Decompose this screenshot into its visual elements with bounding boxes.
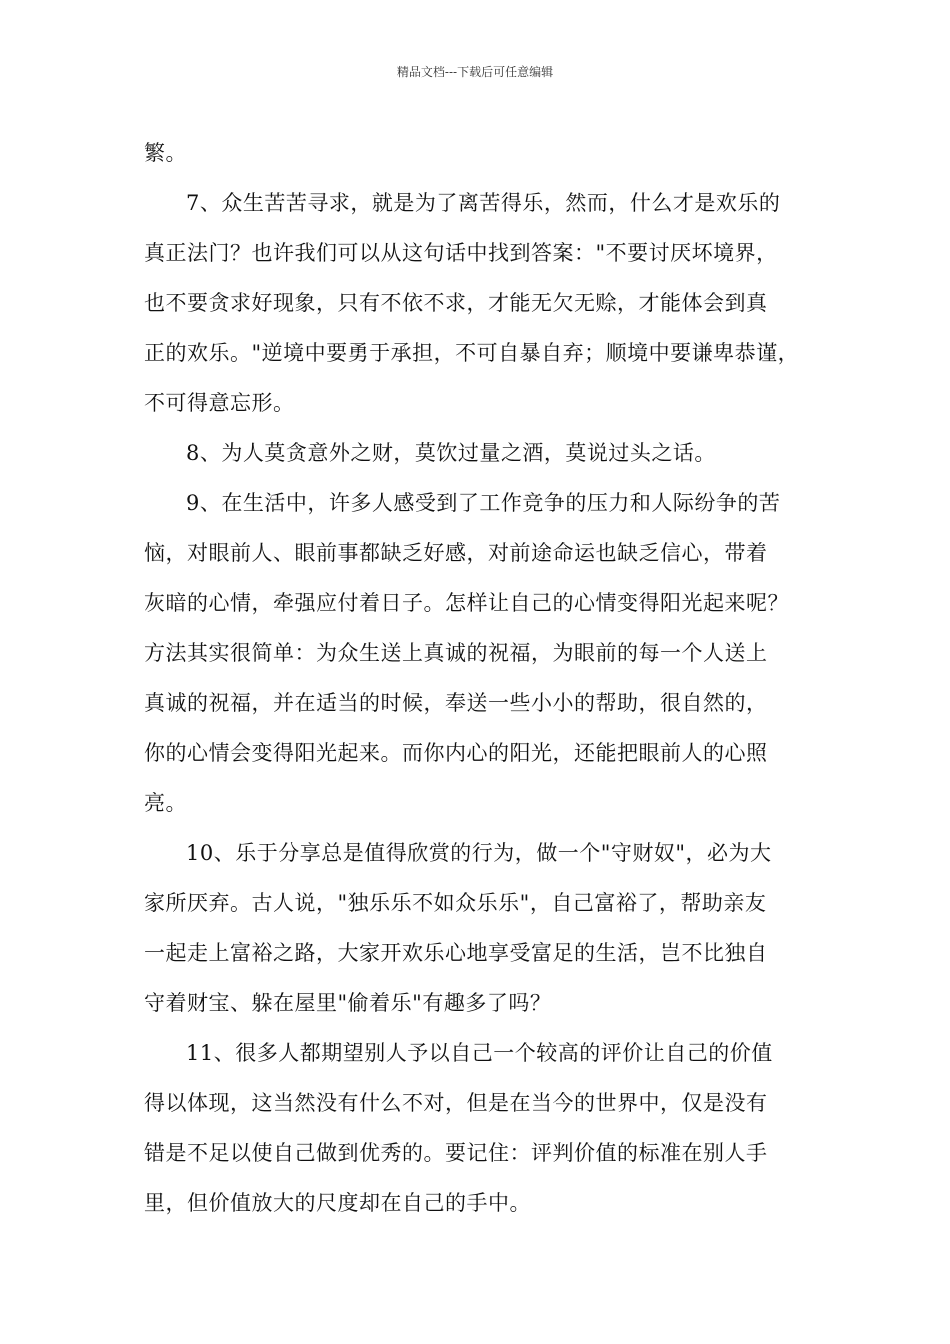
text-line: 真正法门？也许我们可以从这句话中找到答案："不要讨厌坏境界， xyxy=(144,241,778,265)
text-line: 家所厌弃。古人说，"独乐乐不如众乐乐"，自己富裕了，帮助亲友 xyxy=(144,891,767,915)
paragraph-item-8 xyxy=(144,428,808,478)
text-line: 守着财宝、躲在屋里"偷着乐"有趣多了吗？ xyxy=(144,991,552,1015)
text-line: 你的心情会变得阳光起来。而你内心的阳光，还能把眼前人的心照 xyxy=(144,741,768,765)
text-line: 真诚的祝福，并在适当的时候，奉送一些小小的帮助，很自然的， xyxy=(144,691,768,715)
text-line: 不可得意忘形。 xyxy=(144,391,295,415)
text-line: 一起走上富裕之路，大家开欢乐心地享受富足的生活，岂不比独自 xyxy=(144,941,768,965)
paragraph-continuation xyxy=(144,128,808,178)
text-line: 正的欢乐。"逆境中要勇于承担，不可自暴自弃；顺境中要谦卑恭谨， xyxy=(144,341,800,365)
text-line: 8、为人莫贪意外之财，莫饮过量之酒，莫说过头之话。 xyxy=(186,441,716,465)
text-line: 9、在生活中，许多人感受到了工作竞争的压力和人际纷争的苦 xyxy=(186,491,781,515)
text-line: 得以体现，这当然没有什么不对，但是在当今的世界中，仅是没有 xyxy=(144,1091,768,1115)
text-line: 7、众生苦苦寻求，就是为了离苦得乐，然而，什么才是欢乐的 xyxy=(186,191,781,215)
text-line: 里，但价值放大的尺度却在自己的手中。 xyxy=(144,1191,531,1215)
text-line: 也不要贪求好现象，只有不依不求，才能无欠无赊，才能体会到真 xyxy=(144,291,768,315)
paragraph-item-9 xyxy=(144,478,808,828)
text-line: 11、很多人都期望别人予以自己一个较高的评价让自己的价值 xyxy=(186,1041,773,1065)
paragraph-item-10 xyxy=(144,828,808,1028)
document-body xyxy=(144,128,808,1228)
text-line: 错是不足以使自己做到优秀的。要记住：评判价值的标准在别人手 xyxy=(144,1141,768,1165)
page-header: 精品文档---下载后可任意编辑 xyxy=(396,65,554,79)
text-line: 方法其实很简单：为众生送上真诚的祝福，为眼前的每一个人送上 xyxy=(144,641,768,665)
paragraph-item-7 xyxy=(144,178,808,428)
paragraph-item-11 xyxy=(144,1028,808,1228)
text-line: 亮。 xyxy=(144,791,187,815)
text-line: 10、乐于分享总是值得欣赏的行为，做一个"守财奴"，必为大 xyxy=(186,841,772,865)
text-line: 灰暗的心情，牵强应付着日子。怎样让自己的心情变得阳光起来呢？ xyxy=(144,591,789,615)
text-line: 繁。 xyxy=(144,141,187,165)
text-line: 恼，对眼前人、眼前事都缺乏好感，对前途命运也缺乏信心，带着 xyxy=(144,541,768,565)
